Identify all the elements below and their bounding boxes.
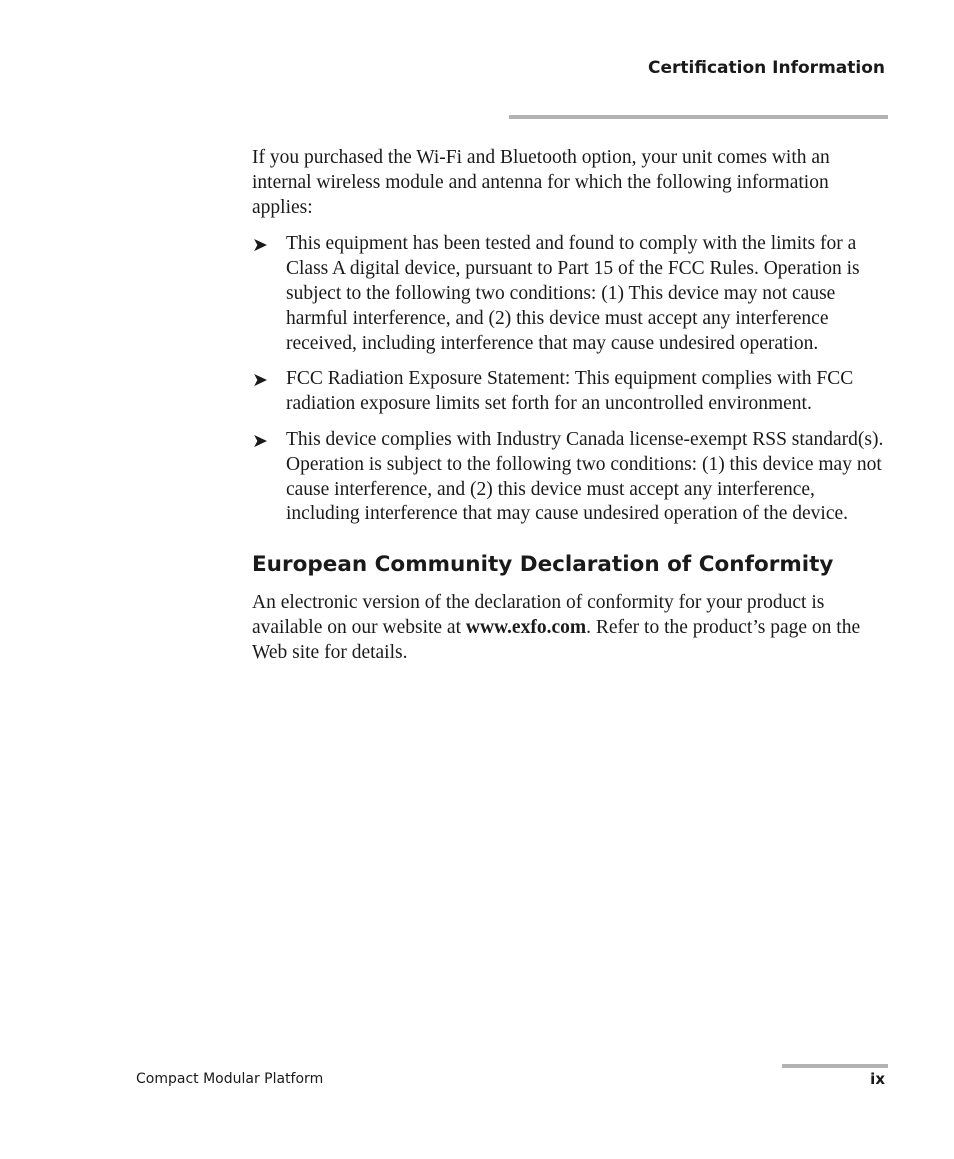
- footer-page-number: ix: [870, 1070, 885, 1088]
- bullet-list: [252, 232, 888, 527]
- bullet-text: FCC Radiation Exposure Statement: This equipment complies with FCC radiation exposure limits set forth for an uncontrolled environment.: [286, 368, 854, 415]
- bullet-item: [252, 367, 888, 417]
- footer-divider: [782, 1064, 888, 1068]
- arrowhead-bullet-icon: ➤: [252, 429, 268, 452]
- section-heading: European Community Declaration of Conformity: [252, 552, 834, 578]
- header-divider: [509, 115, 888, 119]
- arrowhead-bullet-icon: ➤: [252, 234, 268, 257]
- bullet-text: This equipment has been tested and found to comply with the limits for a Class A digital device, pursuant to Part 15 of the FCC Rules. Operation is subject to the following two conditions: (1) This device may not cause harmful interference, and (2) this device must accept any interference received, including interference that may cause undesired operation.: [286, 233, 860, 354]
- website-link[interactable]: www.exfo.com: [465, 616, 587, 638]
- footer-product-name: Compact Modular Platform: [136, 1071, 324, 1087]
- section-paragraph: [252, 591, 888, 665]
- section-text-after-link: . Refer to the product’s page on the Web site for details.: [252, 616, 861, 663]
- main-content: [252, 146, 888, 666]
- bullet-item: [252, 232, 888, 356]
- intro-paragraph: If you purchased the Wi-Fi and Bluetooth option, your unit comes with an internal wireless module and antenna for which the following information applies:: [252, 147, 830, 218]
- arrowhead-bullet-icon: ➤: [252, 369, 268, 392]
- bullet-item: [252, 428, 888, 527]
- page-header-title: Certification Information: [648, 58, 885, 78]
- bullet-text: This device complies with Industry Canada license-exempt RSS standard(s). Operation is subject to the following two conditions: (1) this device may not cause interference, and (2) this device must accept any interference, including interference that may cause undesired operation of the device.: [286, 428, 884, 525]
- section-text-before-link: An electronic version of the declaration of conformity for your product is available on our website at: [252, 592, 825, 638]
